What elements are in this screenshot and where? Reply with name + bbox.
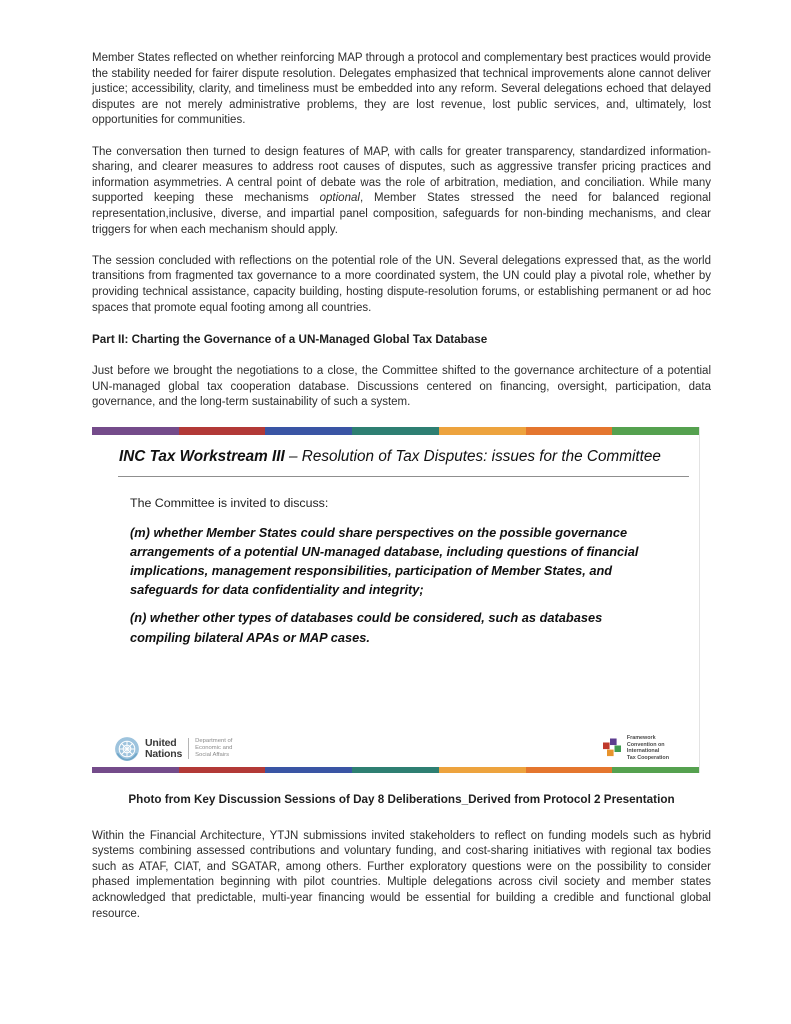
slide-logo-row bbox=[92, 735, 699, 761]
un-logo-wordmark bbox=[145, 738, 188, 759]
paragraph-map-design bbox=[92, 145, 711, 239]
photo-caption: Photo from Key Discussion Sessions of Day 8 Deliberations_Derived from Protocol 2 Presentation bbox=[128, 792, 675, 806]
part2-heading: Part II: Charting the Governance of a UN-Managed Global Tax Database bbox=[92, 332, 488, 346]
paragraph-map-design-italic-word: optional bbox=[319, 192, 360, 205]
embedded-slide-image bbox=[92, 427, 700, 773]
un-desa-line2: Economic and bbox=[195, 745, 233, 752]
paragraph-map-protocol: Member States reflected on whether reinforcing MAP through a protocol and complementary best practices would provide the stability needed for fairer dispute resolution. Delegates emphasized that technical improvements alone cannot deliver justice; accessibility, clarity, and timeliness must be embedded into any reform. Several delegations echoed that delayed disputes are not merely administrative problems, they are lost revenue, lost public services, and, ultimately, lost opportunities for communities. bbox=[92, 52, 711, 127]
un-emblem-icon bbox=[114, 736, 140, 762]
paragraph-map-design-before: The conversation then turned to design features of MAP, with calls for greater transparency, standardized information-sharing, and clearer measures to address root causes of disputes, such as aggressive transfer pricing practices and information asymmetries. A central point of debate was the role of arbitration, mediation, and conciliation. While many supported keeping these mechanisms bbox=[92, 145, 711, 205]
slide-title bbox=[119, 448, 687, 466]
fcitc-line4: Tax Cooperation bbox=[626, 755, 669, 762]
un-logo-word-nations: Nations bbox=[145, 747, 183, 760]
slide-intro-text: The Committee is invited to discuss: bbox=[130, 495, 329, 510]
un-desa-department-text bbox=[188, 738, 232, 760]
fcitc-line2: Convention on bbox=[626, 741, 665, 748]
un-desa-logo bbox=[114, 736, 232, 762]
slide-content bbox=[92, 448, 699, 767]
paragraph-financial-architecture: Within the Financial Architecture, YTJN submissions invited stakeholders to reflect on funding models such as hybrid systems combining assessed contributions and voluntary funding, and cost-sharing initiatives with regional tax bodies such as ATAF, CIAT, and SGATAR, among others. Further exploratory questions were on the possibility to consider phased implementation beginning with pilot countries. Multiple delegations across civil society and member states acknowledged that predictable, multi-year financing would be essential for building a credible and functional global resource. bbox=[92, 829, 711, 920]
slide-title-rest: – Resolution of Tax Disputes: issues for the Committee bbox=[284, 447, 661, 465]
fcitc-line3: International bbox=[626, 748, 660, 755]
un-desa-line1: Department of bbox=[195, 737, 233, 744]
paragraph-un-role: The session concluded with reflections on the potential role of the UN. Several delegations expressed that, as the world transitions from fragmented tax governance to a more coordinated system, the UN could play a pivotal role, whether by providing technical assistance, capacity building, hosting dispute-resolution forums, or establishing permanent or ad hoc spaces that promote equal footing among all countries. bbox=[92, 254, 711, 314]
framework-convention-logo bbox=[602, 735, 669, 761]
slide-title-divider bbox=[118, 476, 689, 477]
paragraph-governance-architecture: Just before we brought the negotiations to a close, the Committee shifted to the governance architecture of a potential UN-managed global tax cooperation database. Discussions centered on financing, oversight, participation, data governance, and the long-term sustainability of such a system. bbox=[92, 365, 711, 409]
slide-title-emphasis: INC Tax Workstream III bbox=[119, 447, 285, 465]
paragraph-map-design-after: , Member States stressed the need for balanced regional representation,inclusive, diverse, and impartial panel composition, safeguards for non-binding mechanisms, and clear triggers for when each mechanism should apply. bbox=[92, 192, 711, 236]
rainbow-stripe-bottom bbox=[92, 767, 699, 773]
un-desa-line3: Social Affairs bbox=[195, 752, 230, 759]
framework-convention-text bbox=[627, 735, 669, 761]
un-logo-word-united: United bbox=[145, 737, 177, 750]
fcitc-line1: Framework bbox=[626, 735, 656, 742]
document-body bbox=[92, 51, 711, 938]
framework-convention-cube-icon bbox=[602, 738, 622, 758]
slide-item-n: (n) whether other types of databases could be considered, such as databases compiling bilateral APAs or MAP cases. bbox=[130, 610, 603, 645]
slide-item-m: (m) whether Member States could share perspectives on the possible governance arrangements of a potential UN-managed database, including questions of financial implications, management responsibilities, participation of Member States, and safeguards for data confidentiality and integrity; bbox=[130, 524, 639, 598]
rainbow-stripe-top bbox=[92, 427, 699, 435]
